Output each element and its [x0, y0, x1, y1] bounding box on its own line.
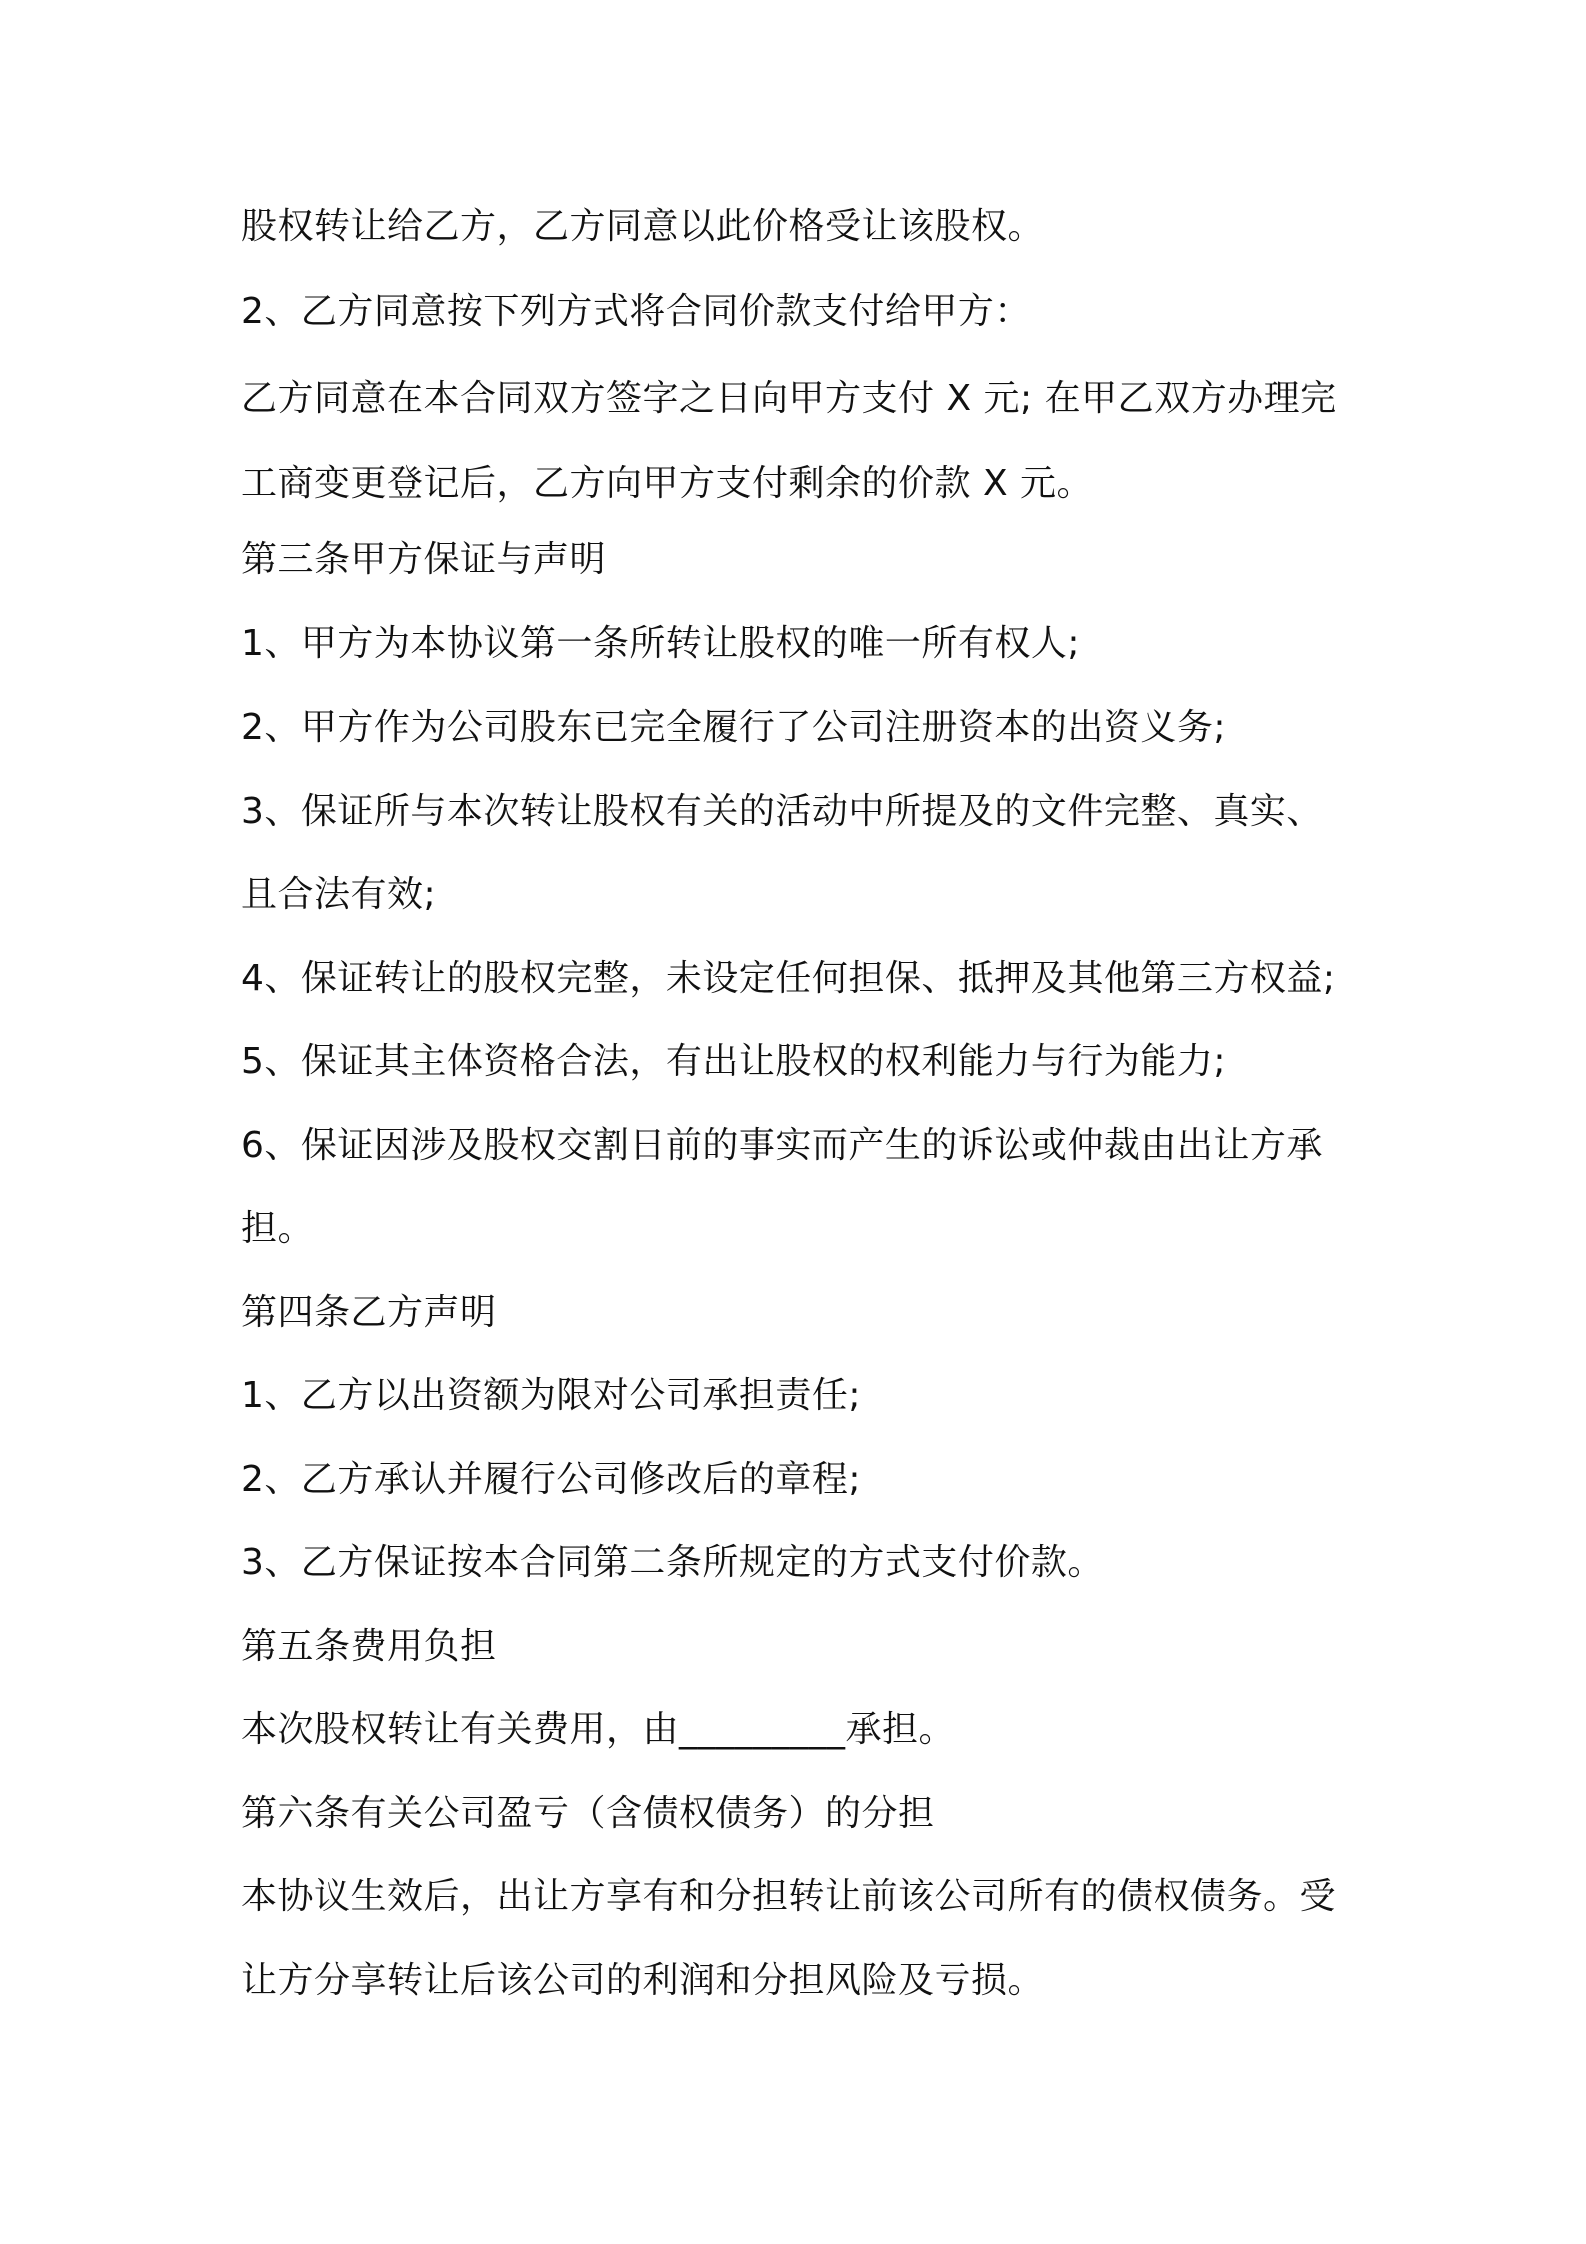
text-line: 本协议生效后，出让方享有和分担转让前该公司所有的债权债务。受: [241, 1876, 1337, 1917]
text-line: 3、乙方保证按本合同第二条所规定的方式支付价款。: [241, 1542, 1104, 1583]
text-line: 2、乙方承认并履行公司修改后的章程;: [241, 1459, 862, 1500]
text-line: 且合法有效;: [241, 874, 437, 915]
text-line: 乙方同意在本合同双方签字之日向甲方支付 X 元; 在甲乙双方办理完: [241, 378, 1337, 419]
section-heading: 第五条费用负担: [241, 1626, 497, 1667]
text-line: 1、甲方为本协议第一条所转让股权的唯一所有权人;: [241, 623, 1081, 664]
text-line: 让方分享转让后该公司的利润和分担风险及亏损。: [241, 1960, 1045, 2001]
text-line: 4、保证转让的股权完整，未设定任何担保、抵押及其他第三方权益;: [241, 958, 1336, 999]
section-heading: 第六条有关公司盈亏（含债权债务）的分担: [241, 1793, 935, 1834]
text-line: 工商变更登记后，乙方向甲方支付剩余的价款 X 元。: [241, 463, 1094, 504]
text-line: 股权转让给乙方，乙方同意以此价格受让该股权。: [241, 206, 1045, 247]
text-line: 2、乙方同意按下列方式将合同价款支付给甲方：: [241, 291, 1031, 332]
text-line: 5、保证其主体资格合法，有出让股权的权利能力与行为能力;: [241, 1041, 1227, 1082]
section-heading: 第三条甲方保证与声明: [241, 539, 607, 580]
text-line: 1、乙方以出资额为限对公司承担责任;: [241, 1375, 862, 1416]
section-heading: 第四条乙方声明: [241, 1292, 497, 1333]
text-line: 3、保证所与本次转让股权有关的活动中所提及的文件完整、真实、: [241, 791, 1323, 832]
text-line: 本次股权转让有关费用，由_________承担。: [241, 1709, 956, 1750]
text-line: 2、甲方作为公司股东已完全履行了公司注册资本的出资义务;: [241, 707, 1227, 748]
text-line: 6、保证因涉及股权交割日前的事实而产生的诉讼或仲裁由出让方承: [241, 1125, 1323, 1166]
text-line: 担。: [241, 1208, 315, 1249]
